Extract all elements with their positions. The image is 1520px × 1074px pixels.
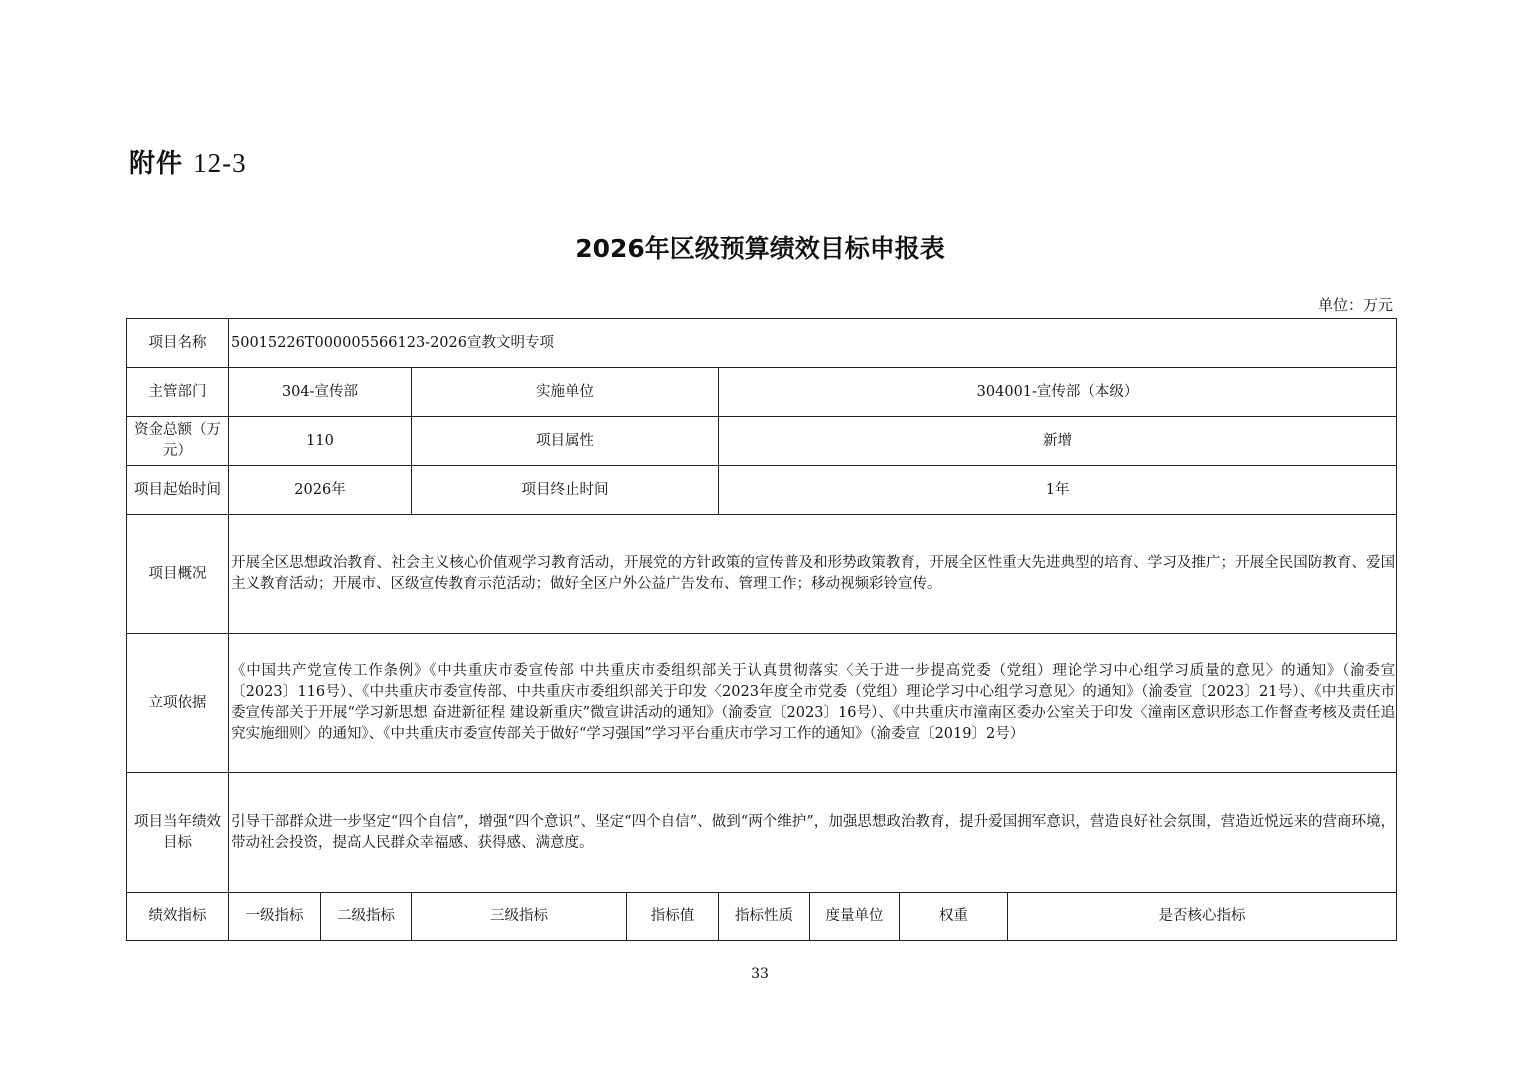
dept-value: 304-宣传部 (229, 368, 412, 417)
budget-performance-form (126, 318, 1397, 941)
overview-label: 项目概况 (127, 515, 229, 634)
indicator-header: 是否核心指标 (1008, 893, 1397, 941)
indicator-header: 指标性质 (719, 893, 810, 941)
row-project-name (127, 319, 1397, 368)
row-time (127, 466, 1397, 515)
impl-label: 实施单位 (412, 368, 719, 417)
row-funds (127, 417, 1397, 466)
row-indicator-headers (127, 893, 1397, 941)
basis-label: 立项依据 (127, 634, 229, 773)
basis-value: 《中国共产党宣传工作条例》《中共重庆市委宣传部 中共重庆市委组织部关于认真贯彻落实〈关于进一步提高党委（党组）理论学习中心组学习质量的意见〉的通知》（渝委宣〔2023〕116号）、《中共重庆市委宣传部、中共重庆市委组织部关于印发〈2023年度全市党委（党组）理论学习中心组学习意见〉的通知》（渝委宣〔2023〕21号）、《中共重庆市委宣传部关于开展“学习新思想 奋进新征程 建设新重庆”微宣讲活动的通知》（渝委宣〔2023〕16号）、《中共重庆市潼南区委办公室关于印发〈潼南区意识形态工作督查考核及责任追究实施细则〉的通知》、《中共重庆市委宣传部关于做好“学习强国”学习平台重庆市学习工作的通知》（渝委宣〔2019〕2号） (229, 634, 1397, 773)
impl-value: 304001-宣传部（本级） (719, 368, 1397, 417)
end-label: 项目终止时间 (412, 466, 719, 515)
indicator-header: 指标值 (627, 893, 719, 941)
row-goal (127, 773, 1397, 893)
project-name-value: 50015226T000005566123-2026宣教文明专项 (229, 319, 1397, 368)
goal-label: 项目当年绩效目标 (127, 773, 229, 893)
indicator-header: 二级指标 (321, 893, 412, 941)
attr-label: 项目属性 (412, 417, 719, 466)
attachment-word: 附件 (129, 149, 184, 179)
attr-value: 新增 (719, 417, 1397, 466)
indicator-header: 绩效指标 (127, 893, 229, 941)
document-title: 2026年区级预算绩效目标申报表 (575, 234, 945, 263)
funds-value: 110 (229, 417, 412, 466)
indicator-header: 权重 (900, 893, 1008, 941)
indicator-header: 度量单位 (810, 893, 900, 941)
row-overview (127, 515, 1397, 634)
funds-label: 资金总额（万元） (127, 417, 229, 466)
project-name-label: 项目名称 (127, 319, 229, 368)
row-basis (127, 634, 1397, 773)
page-number: 33 (751, 966, 769, 982)
start-label: 项目起始时间 (127, 466, 229, 515)
indicator-header: 三级指标 (412, 893, 627, 941)
attachment-number: 12-3 (193, 148, 247, 178)
overview-value: 开展全区思想政治教育、社会主义核心价值观学习教育活动，开展党的方针政策的宣传普及和形势政策教育，开展全区性重大先进典型的培育、学习及推广；开展全民国防教育、爱国主义教育活动；开展市、区级宣传教育示范活动；做好全区户外公益广告发布、管理工作；移动视频彩铃宣传。 (229, 515, 1397, 634)
unit-label: 单位：万元 (1317, 296, 1393, 314)
dept-label: 主管部门 (127, 368, 229, 417)
row-department (127, 368, 1397, 417)
end-value: 1年 (719, 466, 1397, 515)
indicator-header: 一级指标 (229, 893, 321, 941)
start-value: 2026年 (229, 466, 412, 515)
attachment-label (129, 143, 247, 180)
goal-value: 引导干部群众进一步坚定“四个自信”，增强“四个意识”、坚定“四个自信”、做到“两个维护”，加强思想政治教育，提升爱国拥军意识，营造良好社会氛围，营造近悦远来的营商环境，带动社会投资，提高人民群众幸福感、获得感、满意度。 (229, 773, 1397, 893)
